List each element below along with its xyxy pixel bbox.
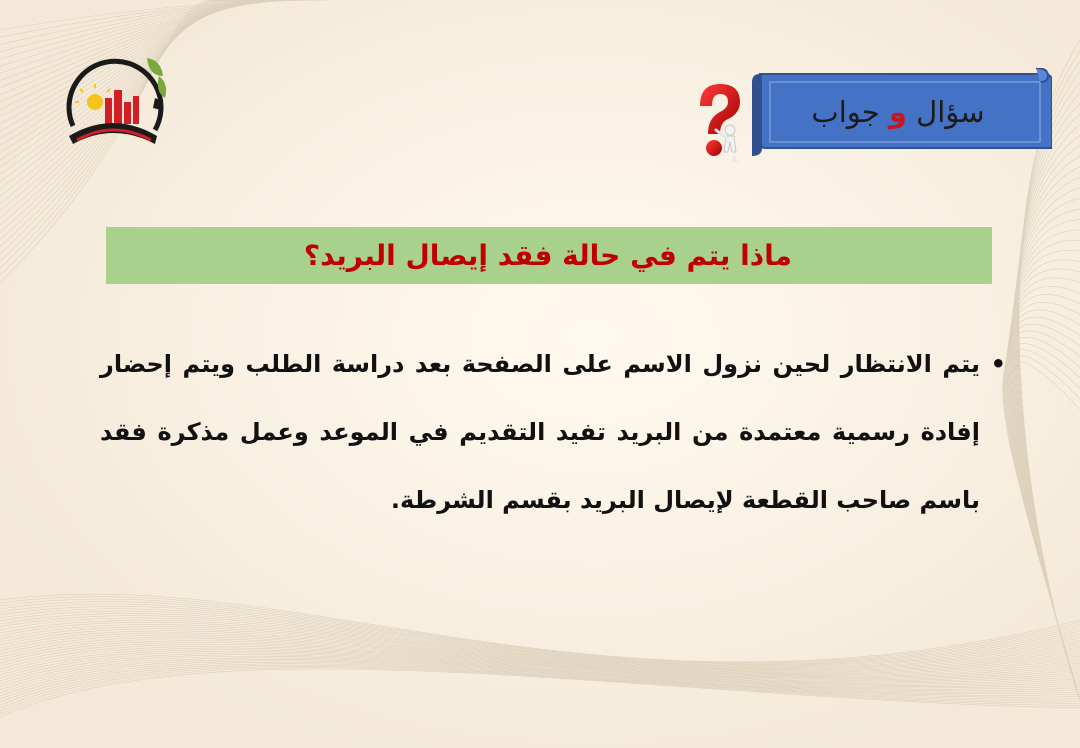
banner-word-answer: جواب xyxy=(811,95,880,129)
banner-title xyxy=(762,90,1034,134)
answer-section xyxy=(100,330,1006,534)
question-bar xyxy=(106,227,992,284)
title-banner xyxy=(752,68,1052,156)
banner-word-question: سؤال xyxy=(916,95,985,129)
question-mark-figure-icon xyxy=(686,80,748,166)
banner-conjunction: و xyxy=(888,95,907,129)
question-heading: ماذا يتم في حالة فقد إيصال البريد؟ xyxy=(303,239,792,272)
city-logo-icon xyxy=(55,40,173,162)
answer-text: يتم الانتظار لحين نزول الاسم على الصفحة بعد دراسة الطلب ويتم إحضار إفادة رسمية معتمدة من البريد تفيد التقديم في الموعد وعمل مذكرة فقد باسم صاحب القطعة لإيصال البريد بقسم الشرطة. xyxy=(100,350,980,514)
answer-list-item xyxy=(100,330,1006,534)
bullet-icon: • xyxy=(990,350,1006,378)
city-logo xyxy=(55,40,173,162)
